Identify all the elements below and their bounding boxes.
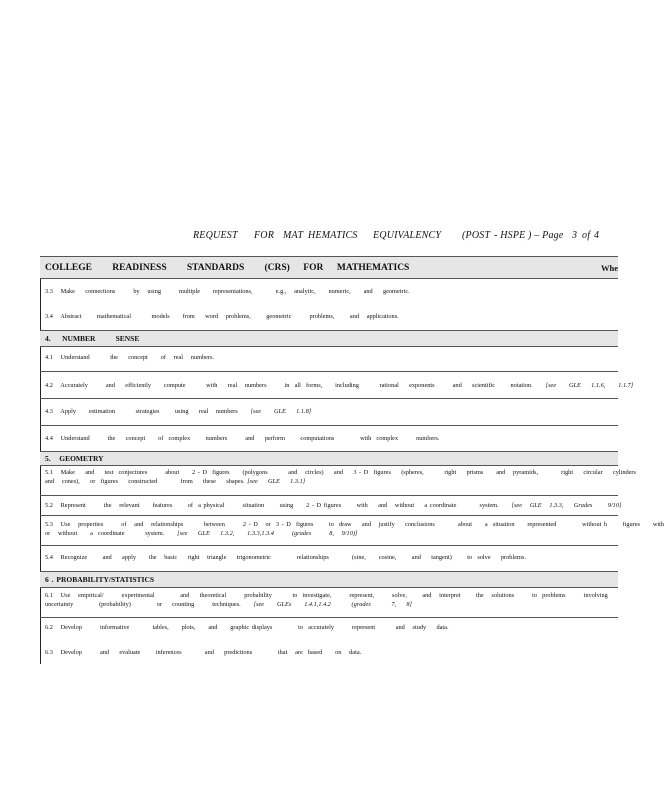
table-header-title: COLLEGE READINESS STANDARDS (CRS) FOR MATHEMATICS: [45, 263, 410, 273]
gle-reference: [see GLE 1.1.8]: [250, 408, 312, 415]
table-row: [40, 545, 618, 571]
standards-table: [40, 256, 664, 664]
standard-text: 4.1 Understand the concept of real numbers.: [45, 354, 215, 361]
section-header-row: [40, 451, 618, 465]
standard-text-cont: [45, 601, 614, 610]
standard-text: 4.4 Understand the concept of complex numbers and perform computations with complex numbers.: [45, 435, 440, 442]
gle-reference: [see GLE 1.3.1]: [247, 478, 306, 485]
section-title: 4. NUMBER SENSE: [45, 334, 140, 343]
section-title: 6 . PROBABILITY/STATISTICS: [45, 575, 155, 584]
title-part: 4: [594, 230, 600, 241]
standard-text: 5.3 Use properties of and relationships between 2 - D or 3 - D figures to draw and justify conclusions about a situation represented without h figures with: [45, 521, 664, 528]
standard-text-line2: and cones), or figures constructed from these shapes.: [45, 478, 245, 485]
table-row: [40, 398, 618, 425]
table-row: [40, 301, 618, 330]
table-row: [40, 425, 618, 451]
title-part: - HSPE: [494, 230, 526, 241]
standard-text-main: 4.2 Accurately and efficiently compute with real numbers in all forms, including rational exponents and scientific notation.: [45, 382, 533, 389]
standard-text-cont: [45, 530, 614, 539]
table-row: [40, 617, 618, 643]
section-header-row: [40, 571, 618, 587]
title-part: HEMATICS: [308, 230, 358, 241]
standard-text-line2: uncertainty (probability) or counting techniques.: [45, 601, 241, 608]
title-part: of: [582, 230, 591, 241]
table-row: [40, 515, 664, 545]
standard-text: 5.1 Make and test conjectures about 2 - D figures (polygons and circles) and 3 - D figures (spheres, right prisms and pyramids, right circular cylinders: [45, 469, 636, 476]
standard-text: 6.1 Use empirical/ experimental and theoretical probability to investigate, represent, solve, and interpret the solutions to problems involving: [45, 592, 608, 599]
title-part: ) – Page: [528, 230, 564, 241]
title-part: 3: [572, 230, 578, 241]
standard-text-cont: [45, 478, 614, 487]
gle-reference: [see GLE 1.3.3, Grades 9/10]: [511, 502, 622, 509]
standard-text: 5.4 Recognize and apply the basic right triangle trigonometric relationships (sine, cosine, and tangent) to solve problems.: [45, 554, 526, 561]
title-part: MAT: [283, 230, 304, 241]
section-header-row: [40, 330, 618, 346]
standard-text-main: 5.2 Represent the relevant features of a physical situation using 2 - D figures with and without a coordinate system.: [45, 502, 499, 509]
standard-text: 3.3 Make connections by using multiple representations, e.g., analytic, numeric, and geometric.: [45, 288, 410, 295]
table-row: [40, 495, 622, 515]
gle-reference: [see GLE 1.3.2, 1.3.3,1.3.4 (grades 8, 9/10)]: [177, 530, 358, 537]
section-title: 5. GEOMETRY: [45, 454, 104, 463]
standard-text-main: 4.3 Apply estimation strategies using real numbers: [45, 408, 238, 415]
gle-reference: [see GLE 1.1.6, 1.1.7]: [545, 382, 634, 389]
table-row: [40, 643, 618, 664]
title-part: (POST: [462, 230, 491, 241]
table-row: [40, 465, 636, 495]
standard-text: [45, 502, 622, 511]
title-part: FOR: [254, 230, 275, 241]
gle-reference: [see GLEs 1.4.1,1.4.2 (grades 7, 8]: [253, 601, 412, 608]
table-row: [40, 346, 618, 371]
standard-text: [45, 408, 614, 417]
table-header-right: Whe: [601, 263, 618, 273]
standard-text: 6.3 Develop and evaluate inferences and predictions that are based on data.: [45, 649, 362, 656]
table-row: [40, 278, 618, 301]
standard-text: [45, 382, 634, 391]
standard-text: 6.2 Develop informative tables, plots, and graphic displays to accurately represent and study data.: [45, 624, 449, 631]
table-header-row: [40, 256, 618, 278]
title-part: REQUEST: [193, 230, 238, 241]
table-row: [40, 371, 634, 398]
table-row: [40, 587, 618, 617]
page-title: [0, 230, 618, 246]
standard-text: 3.4 Abstract mathematical models from word problems, geometric problems, and applications.: [45, 313, 399, 320]
standard-text-line2: or without a coordinate system.: [45, 530, 165, 537]
title-part: EQUIVALENCY: [373, 230, 442, 241]
